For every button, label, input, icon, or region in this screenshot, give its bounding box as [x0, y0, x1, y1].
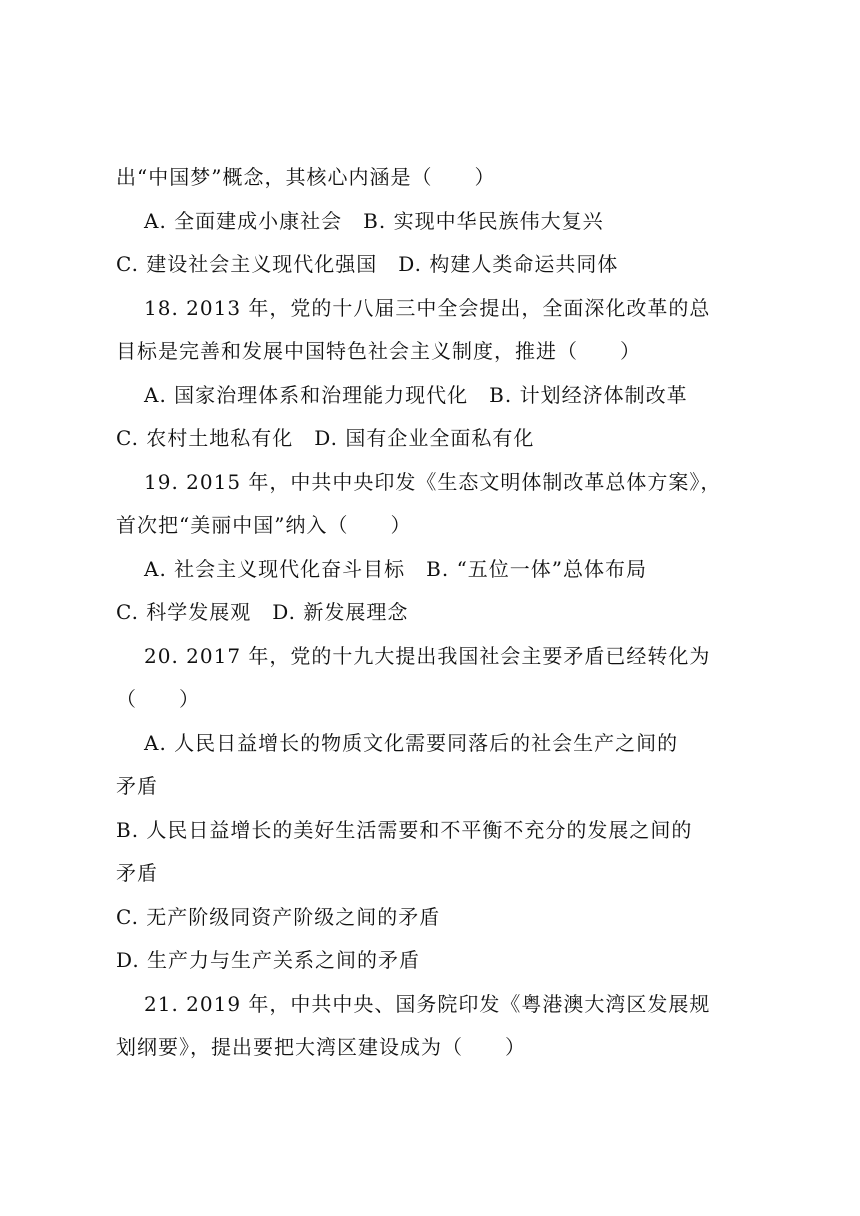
- question-20-option-b: B. 人民日益增长的美好生活需要和不平衡不充分的发展之间的: [116, 817, 693, 842]
- question-18-stem-cont: 目标是完善和发展中国特色社会主义制度，推进（ ）: [116, 339, 641, 363]
- question-18-options-cd: C. 农村土地私有化 D. 国有企业全面私有化: [116, 426, 535, 450]
- question-17-options-cd: C. 建设社会主义现代化强国 D. 构建人类命运共同体: [116, 252, 619, 276]
- question-19-stem-cont: 首次把“美丽中国”纳入（ ）: [116, 513, 412, 537]
- question-19-options-ab: A. 社会主义现代化奋斗目标 B. “五位一体”总体布局: [144, 556, 648, 581]
- question-20-option-a-cont: 矛盾: [116, 774, 158, 798]
- document-body: [116, 156, 756, 1070]
- question-18-stem: 18. 2013 年，党的十八届三中全会提出，全面深化改革的总: [144, 295, 711, 320]
- question-18-options-ab: A. 国家治理体系和治理能力现代化 B. 计划经济体制改革: [144, 382, 688, 407]
- question-21-stem: 21. 2019 年，中共中央、国务院印发《粤港澳大湾区发展规: [144, 991, 711, 1016]
- question-20-option-a: A. 人民日益增长的物质文化需要同落后的社会生产之间的: [144, 730, 679, 755]
- question-20-option-c: C. 无产阶级同资产阶级之间的矛盾: [116, 904, 441, 929]
- question-20-stem: 20. 2017 年，党的十九大提出我国社会主要矛盾已经转化为: [144, 643, 711, 668]
- question-20-option-d: D. 生产力与生产关系之间的矛盾: [116, 948, 421, 972]
- question-17-stem-end: 出“中国梦”概念，其核心内涵是（ ）: [116, 165, 496, 189]
- question-19-stem: 19. 2015 年，中共中央印发《生态文明体制改革总体方案》，: [144, 469, 722, 494]
- question-20-stem-cont: （ ）: [116, 687, 200, 711]
- question-20-option-b-cont: 矛盾: [116, 861, 158, 885]
- question-21-stem-cont: 划纲要》，提出要把大湾区建设成为（ ）: [116, 1035, 526, 1059]
- question-17-options-ab: A. 全面建成小康社会 B. 实现中华民族伟大复兴: [144, 208, 604, 233]
- question-19-options-cd: C. 科学发展观 D. 新发展理念: [116, 600, 409, 624]
